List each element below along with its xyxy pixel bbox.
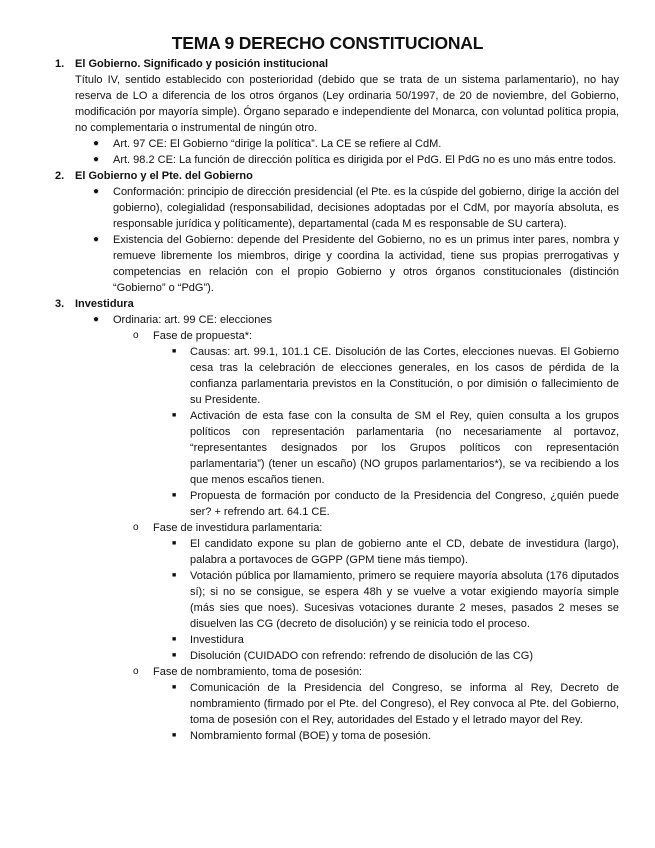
phase-label: Fase de nombramiento, toma de posesión: bbox=[153, 666, 363, 678]
square-bullet-icon: ■ bbox=[172, 572, 177, 579]
list-item bbox=[0, 568, 655, 632]
list-item-text: Investidura bbox=[190, 634, 244, 646]
section-number: 2. bbox=[55, 170, 65, 182]
list-item bbox=[0, 536, 655, 568]
list-item-text: Art. 97 CE: El Gobierno “dirige la política”. La CE se refiere al CdM. bbox=[113, 138, 442, 150]
section-3-heading bbox=[0, 296, 655, 312]
list-item bbox=[0, 648, 655, 664]
phase-item bbox=[0, 520, 655, 536]
phase-item bbox=[0, 664, 655, 680]
circle-bullet-icon: o bbox=[133, 522, 139, 533]
list-item bbox=[0, 344, 655, 408]
list-item-text: El candidato expone su plan de gobierno ante el CD, debate de investidura (largo), palabra a portavoces de GGPP (GPM tiene más tiempo). bbox=[190, 538, 619, 566]
list-item bbox=[0, 312, 655, 328]
section-heading-text: El Gobierno. Significado y posición institucional bbox=[75, 58, 329, 70]
list-item-text: Nombramiento formal (BOE) y toma de posesión. bbox=[190, 730, 431, 742]
section-1-heading bbox=[0, 56, 655, 72]
list-item-text: Existencia del Gobierno: depende del Presidente del Gobierno, no es un primus inter pares, nombra y remueve libremente los miembros, dirige y coordina la actividad, tiene sus propias prerrogativas y competencias en relación con el propio Gobierno y otros órganos constitucionales (distinción “Gobierno” o “PdG”). bbox=[113, 234, 619, 294]
phase-label: Fase de propuesta*: bbox=[153, 330, 253, 342]
list-item-text: Ordinaria: art. 99 CE: elecciones bbox=[113, 314, 272, 326]
list-item-text: Votación pública por llamamiento, primero se requiere mayoría absoluta (176 diputados sí); si no se consigue, se espera 48h y se vuelve a votar exigiendo mayoría simple (más sies que noes). Sucesivas votaciones durante 2 meses, pasados 2 meses se disuelven las CG (decreto de disolución) y se reinicia todo el proceso. bbox=[190, 570, 619, 630]
square-bullet-icon: ■ bbox=[172, 684, 177, 691]
phase-label: Fase de investidura parlamentaria: bbox=[153, 522, 323, 534]
list-item-text: Conformación: principio de dirección presidencial (el Pte. es la cúspide del gobierno, dirige la acción del gobierno), colegialidad (responsabilidad, decisiones adoptadas por el CdM, por mayoría absoluta, es responsable jurídica y políticamente), departamental (cada M es responsable de SU cartera). bbox=[113, 186, 619, 230]
list-item bbox=[0, 184, 655, 232]
section-number: 3. bbox=[55, 298, 65, 310]
document-body bbox=[0, 56, 655, 744]
section-2-heading bbox=[0, 168, 655, 184]
list-item bbox=[0, 632, 655, 648]
bullet-icon: ● bbox=[93, 314, 100, 325]
section-heading-text: Investidura bbox=[75, 298, 134, 310]
section-heading-text: El Gobierno y el Pte. del Gobierno bbox=[75, 170, 253, 182]
section-1-paragraph: Título IV, sentido establecido con posterioridad (debido que se trata de un sistema parlamentario), no hay reserva de LO a diferencia de los otros órganos (Ley ordinaria 50/1997, de 20 de noviembre, del Gobierno, modificación por mayoría simple). Órgano separado e independiente del Monarca, con voluntad política propia, no complementaria o instrumental de ningún otro. bbox=[75, 74, 619, 134]
list-item bbox=[0, 232, 655, 296]
list-item-text: Activación de esta fase con la consulta de SM el Rey, quien consulta a los grupos políticos con representación parlamentaria (no necesariamente al portavoz, “representantes designados por los Grupos políticos con representación parlamentaria”) (tener un escaño) (NO grupos parlamentarios*), se va recibiendo a los que menos escaños tienen. bbox=[190, 410, 619, 486]
square-bullet-icon: ■ bbox=[172, 636, 177, 643]
bullet-icon: ● bbox=[93, 186, 100, 197]
square-bullet-icon: ■ bbox=[172, 412, 177, 419]
bullet-icon: ● bbox=[93, 234, 100, 245]
phase-item bbox=[0, 328, 655, 344]
circle-bullet-icon: o bbox=[133, 330, 139, 341]
bullet-icon: ● bbox=[93, 138, 100, 149]
list-item-text: Disolución (CUIDADO con refrendo: refrendo de disolución de las CG) bbox=[190, 650, 533, 662]
list-item bbox=[0, 152, 655, 168]
page-title: TEMA 9 DERECHO CONSTITUCIONAL bbox=[171, 33, 484, 53]
list-item bbox=[0, 728, 655, 744]
list-item-text: Causas: art. 99.1, 101.1 CE. Disolución de las Cortes, elecciones nuevas. El Gobierno cesa tras la celebración de elecciones generales, en los casos de pérdida de la confianza parlamentaria previstos en la Constitución, o por dimisión o fallecimiento de su Presidente. bbox=[190, 346, 619, 406]
square-bullet-icon: ■ bbox=[172, 732, 177, 739]
section-number: 1. bbox=[55, 58, 65, 70]
square-bullet-icon: ■ bbox=[172, 348, 177, 355]
square-bullet-icon: ■ bbox=[172, 540, 177, 547]
list-item bbox=[0, 680, 655, 728]
list-item-text: Propuesta de formación por conducto de la Presidencia del Congreso, ¿quién puede ser? + refrendo art. 64.1 CE. bbox=[190, 490, 619, 518]
bullet-icon: ● bbox=[93, 154, 100, 165]
list-item-text: Comunicación de la Presidencia del Congreso, se informa al Rey, Decreto de nombramiento (firmado por el Pte. del Congreso), el Rey convoca al Pte. del Gobierno, toma de posesión con el Rey, autoridades del Estado y el letrado mayor del Rey. bbox=[190, 682, 619, 726]
square-bullet-icon: ■ bbox=[172, 492, 177, 499]
list-item bbox=[0, 408, 655, 488]
list-item bbox=[0, 136, 655, 152]
list-item-text: Art. 98.2 CE: La función de dirección política es dirigida por el PdG. El PdG no es uno más entre todos. bbox=[113, 154, 617, 166]
list-item bbox=[0, 488, 655, 520]
circle-bullet-icon: o bbox=[133, 666, 139, 677]
square-bullet-icon: ■ bbox=[172, 652, 177, 659]
